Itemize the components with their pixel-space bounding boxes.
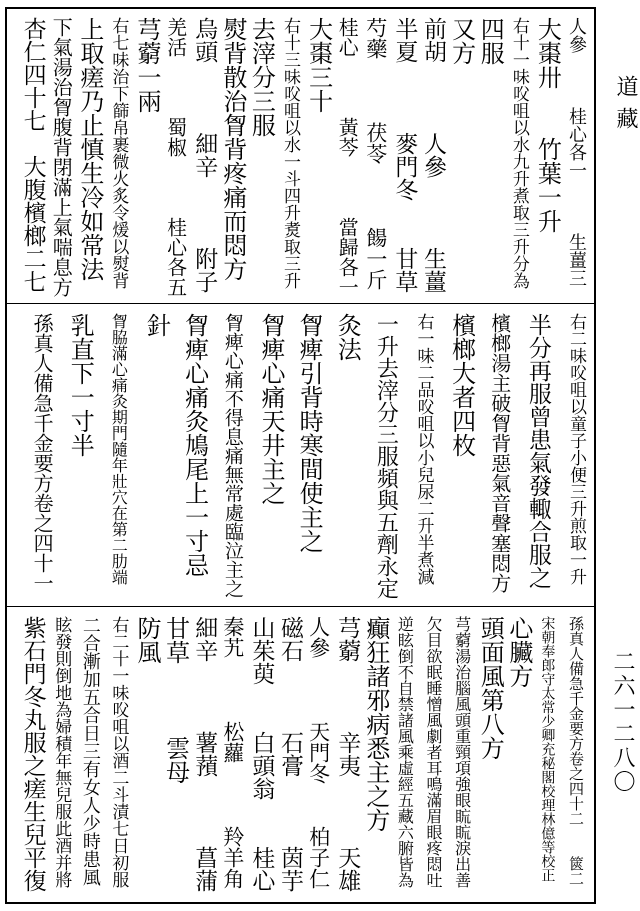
text-column: 胷痺心痛灸鳩尾上一寸忌 xyxy=(180,313,209,577)
text-column: 右二味㕮咀以童子小便三升煎取一升 xyxy=(566,313,586,585)
text-column: 胷痺引背時寒間使主之 xyxy=(295,313,324,553)
text-column: 烏頭 細辛 附子 xyxy=(191,17,218,293)
text-column: 右十三味㕮咀以水一斗四升煑取三升 xyxy=(280,17,300,289)
text-column: 上取瘥乃止慎生冷如常法 xyxy=(75,17,104,281)
text-column: 右十一味㕮咀以水九升煮取三升分為 xyxy=(508,17,529,289)
text-column: 秦艽 松蘿 羚羊角 xyxy=(220,616,245,889)
text-column: 大棗卅 竹葉一升 xyxy=(533,17,562,233)
text-column: 右七味治下篩帛裹微火炙令煖以熨背 xyxy=(108,17,129,289)
text-column: 熨背散治胷背疼痛而悶方 xyxy=(218,17,247,281)
text-column: 羌活 蜀椒 桂心各五 xyxy=(163,17,188,297)
text-column: 大棗三十 xyxy=(304,17,333,113)
middle-section xyxy=(7,305,594,604)
text-column: 二合漸加五合日三有女人少時患風 xyxy=(79,616,101,886)
text-column: 右二十一味㕮咀以酒二斗漬七日初服 xyxy=(108,616,129,888)
margin-title: 道藏 xyxy=(613,75,638,139)
bottom-section xyxy=(7,608,594,902)
text-column: 防風 xyxy=(133,616,161,664)
text-column: 心臟方 xyxy=(504,616,533,688)
text-column: 去滓分三服 xyxy=(247,17,276,137)
text-column: 甘草 雲母 xyxy=(161,616,190,856)
text-column: 孫真人備急千金要方卷之四十一 xyxy=(30,313,55,593)
text-column: 桂心 黃芩 當歸各一 xyxy=(335,17,360,297)
text-column: 人參 桂心各一 生薑三 xyxy=(566,17,587,287)
text-column: 半夏 麥門冬 甘草 xyxy=(391,17,418,293)
section-divider xyxy=(5,606,596,607)
text-column: 下氣湯治胷腹背閉滿上氣喘息方 xyxy=(49,17,74,297)
text-column: 孫真人備急千金要方卷之四十二 篋二 xyxy=(567,616,585,886)
text-column: 宋朝奉郎守太常少卿充秘閣校理林億等校正 xyxy=(539,616,556,882)
text-column: 芎藭 辛夷 天雄 xyxy=(334,616,361,892)
section-divider xyxy=(5,303,596,304)
text-column: 頭面風第八方 xyxy=(476,616,505,760)
text-column: 檳榔湯主破胷背惡氣音聲塞悶方 xyxy=(487,313,512,593)
text-column: 逆眩倒不自禁諸風乘虛經五藏六腑皆為 xyxy=(395,616,415,888)
text-column: 四服 xyxy=(476,17,505,65)
text-column: 前胡 人參 生薑 xyxy=(420,17,446,293)
text-column: 磁石 石膏 茵芋 xyxy=(277,616,303,892)
text-column: 紫石門冬丸服之瘥生兒平復 xyxy=(19,616,46,892)
text-column: 針 xyxy=(142,313,171,337)
text-column: 胷痺心痛不得息痛無常處臨泣主之 xyxy=(221,313,244,598)
text-column: 芎藭湯治腦風頭重頸項強眼䀮䀮淚出善 xyxy=(452,616,472,888)
text-column: 胷痺心痛天井主之 xyxy=(256,313,285,505)
top-section xyxy=(7,9,594,303)
text-column: 灸法 xyxy=(333,313,362,361)
text-column: 胷脇滿心痛灸期門隨年壯穴在第二肋端 xyxy=(109,313,129,585)
text-column: 半分再服曾患氣發輙合服之 xyxy=(524,313,551,589)
page-number: 二六一二八〇 xyxy=(610,650,635,794)
text-column: 芎藭一兩 xyxy=(133,17,161,113)
text-column: 杏仁四十七 大腹檳榔二七 xyxy=(19,17,46,293)
text-column: 欠目欲眠睡憎風劇者耳鳴滿眉眼疼悶吐 xyxy=(424,616,443,888)
text-column: 乳直下一寸半 xyxy=(66,313,95,457)
text-column: 人參 天門冬 柏子仁 xyxy=(306,616,331,889)
text-column: 芍藥 茯苓 餳一斤 xyxy=(363,17,388,290)
text-column: 山茱萸 白頭翁 桂心 xyxy=(248,616,275,892)
text-column: 又方 xyxy=(447,17,476,65)
text-column: 眩發則倒地為婦積年無兒服此酒并將 xyxy=(51,616,72,888)
text-column: 細辛 薯蕷 菖蒲 xyxy=(191,616,218,892)
text-column: 癲狂諸邪病悉主之方 xyxy=(361,616,390,832)
text-column: 檳榔大者四枚 xyxy=(447,313,476,457)
text-column: 一升去滓分三服頻與五劑永定 xyxy=(373,313,399,599)
text-column: 右一味二品㕮咀以小兒尿二升半煮減 xyxy=(413,313,434,585)
